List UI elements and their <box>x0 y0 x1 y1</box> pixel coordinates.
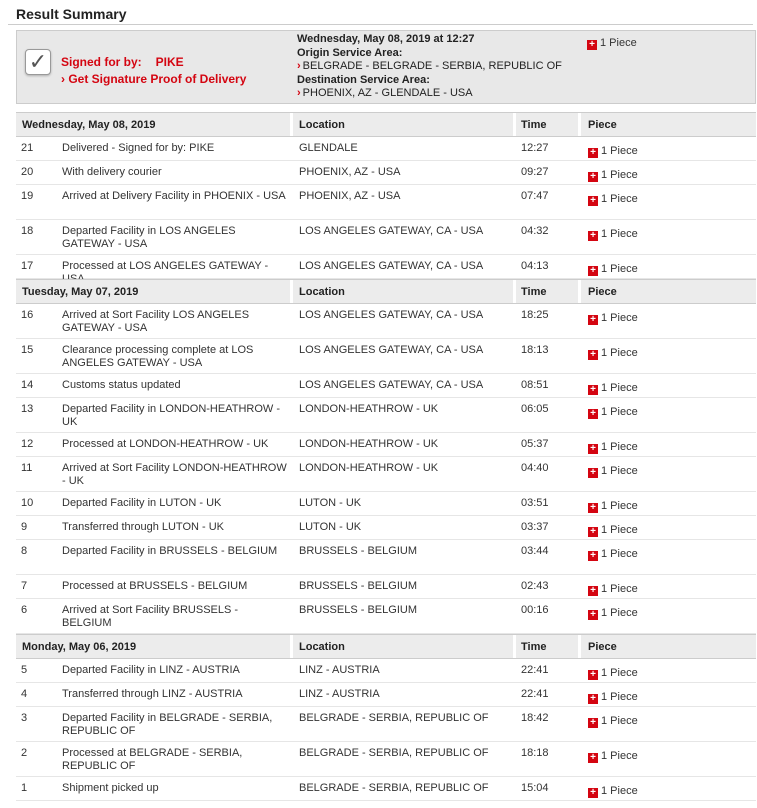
event-number: 18 <box>21 225 34 237</box>
date-group-header <box>16 279 756 304</box>
table-row <box>16 492 756 516</box>
event-time: 09:27 <box>521 166 549 178</box>
event-description: Departed Facility in LONDON-HEATHROW - UK <box>62 403 280 428</box>
column-divider <box>513 113 516 136</box>
event-description: Arrived at Sort Facility LOS ANGELES GATEWAY - USA <box>62 309 250 334</box>
piece-link[interactable] <box>588 715 638 728</box>
piece-label: 1 Piece <box>601 193 638 205</box>
table-row <box>16 599 756 634</box>
event-time: 00:16 <box>521 604 549 616</box>
plus-icon: + <box>588 350 598 360</box>
origin-label: Origin Service Area: <box>297 46 403 59</box>
piece-label: 1 Piece <box>601 406 638 418</box>
event-number: 3 <box>21 712 28 724</box>
event-number: 1 <box>21 782 28 794</box>
event-number: 10 <box>21 497 34 509</box>
piece-column-header: Piece <box>588 286 617 298</box>
piece-label: 1 Piece <box>601 228 638 240</box>
event-location: LONDON-HEATHROW - UK <box>299 462 439 474</box>
plus-icon: + <box>588 610 598 620</box>
event-location: LUTON - UK <box>299 497 362 509</box>
table-row <box>16 220 756 255</box>
event-location: LOS ANGELES GATEWAY, CA - USA <box>299 225 484 237</box>
piece-label: 1 Piece <box>601 785 638 797</box>
event-number: 4 <box>21 688 28 700</box>
piece-label: 1 Piece <box>601 347 638 359</box>
event-time: 06:05 <box>521 403 549 415</box>
piece-link[interactable] <box>588 607 638 620</box>
destination-line <box>297 87 562 101</box>
event-description: Departed Facility in LOS ANGELES GATEWAY - USA <box>62 225 236 250</box>
piece-link[interactable] <box>588 228 638 241</box>
table-row <box>16 707 756 742</box>
plus-icon: + <box>588 444 598 454</box>
time-column-header: Time <box>521 641 547 653</box>
table-row <box>16 540 756 575</box>
event-description: Processed at LONDON-HEATHROW - UK <box>62 438 269 450</box>
piece-link[interactable] <box>588 691 638 704</box>
piece-label: 1 Piece <box>601 583 638 595</box>
event-number: 14 <box>21 379 34 391</box>
event-time: 08:51 <box>521 379 549 391</box>
event-time: 07:47 <box>521 190 549 202</box>
event-number: 5 <box>21 664 28 676</box>
summary-piece-label: 1 Piece <box>600 37 637 49</box>
piece-link[interactable] <box>588 583 638 596</box>
table-row <box>16 255 756 279</box>
event-number: 15 <box>21 344 34 356</box>
plus-icon: + <box>588 172 598 182</box>
signature-proof-link[interactable] <box>61 72 246 86</box>
plus-icon: + <box>588 315 598 325</box>
plus-icon: + <box>588 551 598 561</box>
plus-icon: + <box>588 670 598 680</box>
event-time: 18:13 <box>521 344 549 356</box>
piece-link[interactable] <box>588 406 638 419</box>
origin-line <box>297 60 562 74</box>
piece-label: 1 Piece <box>601 169 638 181</box>
event-location: BRUSSELS - BELGIUM <box>299 604 417 616</box>
column-divider <box>578 113 581 136</box>
table-row <box>16 683 756 707</box>
event-time: 12:27 <box>521 142 549 154</box>
table-row <box>16 398 756 433</box>
event-location: BELGRADE - SERBIA, REPUBLIC OF <box>299 712 489 724</box>
table-row <box>16 777 756 801</box>
event-location: PHOENIX, AZ - USA <box>299 190 401 202</box>
piece-link[interactable] <box>588 500 638 513</box>
table-row <box>16 575 756 599</box>
plus-icon: + <box>588 503 598 513</box>
plus-icon: + <box>588 409 598 419</box>
event-description: Transferred through LINZ - AUSTRIA <box>62 688 243 700</box>
event-description: With delivery courier <box>62 166 162 178</box>
piece-label: 1 Piece <box>601 500 638 512</box>
column-divider <box>290 280 293 303</box>
page-title: Result Summary <box>16 6 127 22</box>
table-row <box>16 457 756 492</box>
piece-label: 1 Piece <box>601 691 638 703</box>
event-location: LOS ANGELES GATEWAY, CA - USA <box>299 379 484 391</box>
piece-link[interactable] <box>588 382 638 395</box>
event-number: 8 <box>21 545 28 557</box>
column-divider <box>578 280 581 303</box>
summary-piece-link[interactable] <box>587 37 637 50</box>
event-time: 18:42 <box>521 712 549 724</box>
event-location: LINZ - AUSTRIA <box>299 664 380 676</box>
event-time: 04:13 <box>521 260 549 272</box>
column-divider <box>578 635 581 658</box>
event-location: BELGRADE - SERBIA, REPUBLIC OF <box>299 747 489 759</box>
event-time: 03:44 <box>521 545 549 557</box>
piece-label: 1 Piece <box>601 382 638 394</box>
piece-label: 1 Piece <box>601 441 638 453</box>
event-location: BRUSSELS - BELGIUM <box>299 580 417 592</box>
event-description: Delivered - Signed for by: PIKE <box>62 142 215 154</box>
event-description: Processed at BRUSSELS - BELGIUM <box>62 580 248 592</box>
event-location: GLENDALE <box>299 142 358 154</box>
plus-icon: + <box>588 196 598 206</box>
piece-label: 1 Piece <box>601 715 638 727</box>
event-location: LUTON - UK <box>299 521 362 533</box>
group-date: Tuesday, May 07, 2019 <box>22 286 139 298</box>
event-number: 19 <box>21 190 34 202</box>
event-time: 15:04 <box>521 782 549 794</box>
piece-link[interactable] <box>588 263 638 276</box>
event-description: Arrived at Sort Facility LONDON-HEATHROW - UK <box>62 462 287 487</box>
event-location: LOS ANGELES GATEWAY, CA - USA <box>299 260 484 272</box>
piece-link[interactable] <box>588 347 638 360</box>
event-location: LOS ANGELES GATEWAY, CA - USA <box>299 344 484 356</box>
event-description: Shipment picked up <box>62 782 159 794</box>
event-location: PHOENIX, AZ - USA <box>299 166 401 178</box>
group-date: Monday, May 06, 2019 <box>22 641 137 653</box>
plus-icon: + <box>588 266 598 276</box>
event-description: Departed Facility in LINZ - AUSTRIA <box>62 664 240 676</box>
piece-link[interactable] <box>588 193 638 206</box>
checkmark-icon: ✓ <box>25 49 51 75</box>
event-description: Departed Facility in LUTON - UK <box>62 497 222 509</box>
plus-icon: + <box>588 753 598 763</box>
table-row <box>16 304 756 339</box>
column-divider <box>513 280 516 303</box>
event-number: 20 <box>21 166 34 178</box>
event-location: BRUSSELS - BELGIUM <box>299 545 417 557</box>
result-summary-panel <box>16 30 756 104</box>
table-row <box>16 161 756 185</box>
event-number: 16 <box>21 309 34 321</box>
table-row <box>16 742 756 777</box>
event-description: Arrived at Delivery Facility in PHOENIX - USA <box>62 190 286 202</box>
plus-icon: + <box>588 231 598 241</box>
origin-value: BELGRADE - BELGRADE - SERBIA, REPUBLIC OF <box>302 60 562 72</box>
piece-link[interactable] <box>588 169 638 182</box>
chevron-right-icon: › <box>297 87 301 99</box>
event-time: 18:25 <box>521 309 549 321</box>
event-time: 03:37 <box>521 521 549 533</box>
event-time: 22:41 <box>521 664 549 676</box>
plus-icon: + <box>588 586 598 596</box>
title-divider <box>8 24 753 25</box>
event-time: 18:18 <box>521 747 549 759</box>
piece-label: 1 Piece <box>601 263 638 275</box>
plus-icon: + <box>587 40 597 50</box>
event-time: 22:41 <box>521 688 549 700</box>
destination-value: PHOENIX, AZ - GLENDALE - USA <box>302 87 473 99</box>
table-row <box>16 433 756 457</box>
time-column-header: Time <box>521 119 547 131</box>
event-description: Arrived at Sort Facility BRUSSELS - BELGIUM <box>62 604 239 629</box>
event-number: 6 <box>21 604 28 616</box>
event-description: Processed at BELGRADE - SERBIA, REPUBLIC OF <box>62 747 243 772</box>
signed-for-name: PIKE <box>155 55 184 69</box>
event-number: 13 <box>21 403 34 415</box>
signature-proof-label: Get Signature Proof of Delivery <box>68 72 247 86</box>
signed-for-line <box>61 55 184 69</box>
piece-label: 1 Piece <box>601 607 638 619</box>
event-location: LONDON-HEATHROW - UK <box>299 438 439 450</box>
event-description: Processed at LOS ANGELES GATEWAY - <box>62 260 269 272</box>
event-number: 7 <box>21 580 28 592</box>
event-description: Clearance processing complete at LOS ANGELES GATEWAY - USA <box>62 344 254 369</box>
piece-link[interactable] <box>588 465 638 478</box>
column-divider <box>290 635 293 658</box>
event-time: 04:40 <box>521 462 549 474</box>
date-group-header <box>16 112 756 137</box>
date-group-header <box>16 634 756 659</box>
chevron-right-icon: › <box>61 72 69 86</box>
plus-icon: + <box>588 385 598 395</box>
piece-label: 1 Piece <box>601 524 638 536</box>
piece-column-header: Piece <box>588 119 617 131</box>
piece-link[interactable] <box>588 441 638 454</box>
event-location: BELGRADE - SERBIA, REPUBLIC OF <box>299 782 489 794</box>
event-number: 12 <box>21 438 34 450</box>
plus-icon: + <box>588 788 598 798</box>
event-number: 17 <box>21 260 34 272</box>
table-row <box>16 339 756 374</box>
piece-link[interactable] <box>588 667 638 680</box>
destination-label: Destination Service Area: <box>297 73 430 86</box>
event-time: 05:37 <box>521 438 549 450</box>
location-column-header: Location <box>299 286 345 298</box>
piece-link[interactable] <box>588 312 638 325</box>
event-description: Departed Facility in BRUSSELS - BELGIUM <box>62 545 278 557</box>
piece-label: 1 Piece <box>601 667 638 679</box>
chevron-right-icon: › <box>297 60 301 72</box>
event-location: LINZ - AUSTRIA <box>299 688 380 700</box>
piece-label: 1 Piece <box>601 145 638 157</box>
piece-link[interactable] <box>588 785 638 798</box>
table-row <box>16 516 756 540</box>
column-divider <box>513 635 516 658</box>
plus-icon: + <box>588 694 598 704</box>
piece-link[interactable] <box>588 524 638 537</box>
group-date: Wednesday, May 08, 2019 <box>22 119 156 131</box>
column-divider <box>290 113 293 136</box>
event-number: 2 <box>21 747 28 759</box>
piece-label: 1 Piece <box>601 750 638 762</box>
event-time: 02:43 <box>521 580 549 592</box>
plus-icon: + <box>588 527 598 537</box>
signed-for-label: Signed for by: <box>61 55 142 69</box>
event-time: 04:32 <box>521 225 549 237</box>
piece-link[interactable] <box>588 548 638 561</box>
summary-datetime: Wednesday, May 08, 2019 at 12:27 <box>297 33 475 45</box>
event-number: 9 <box>21 521 28 533</box>
plus-icon: + <box>588 468 598 478</box>
tracking-history-table <box>16 112 756 801</box>
event-description: Transferred through LUTON - UK <box>62 521 225 533</box>
piece-label: 1 Piece <box>601 465 638 477</box>
piece-label: 1 Piece <box>601 548 638 560</box>
event-number: 21 <box>21 142 34 154</box>
event-number: 11 <box>21 462 33 474</box>
piece-link[interactable] <box>588 750 638 763</box>
table-row <box>16 185 756 220</box>
table-row <box>16 374 756 398</box>
piece-link[interactable] <box>588 145 638 158</box>
piece-label: 1 Piece <box>601 312 638 324</box>
table-row <box>16 659 756 683</box>
table-row <box>16 137 756 161</box>
plus-icon: + <box>588 718 598 728</box>
shipment-route-info <box>297 33 562 101</box>
event-description: Departed Facility in BELGRADE - SERBIA, REPUBLIC OF <box>62 712 273 737</box>
event-time: 03:51 <box>521 497 549 509</box>
event-location: LOS ANGELES GATEWAY, CA - USA <box>299 309 484 321</box>
plus-icon: + <box>588 148 598 158</box>
location-column-header: Location <box>299 641 345 653</box>
time-column-header: Time <box>521 286 547 298</box>
event-location: LONDON-HEATHROW - UK <box>299 403 439 415</box>
piece-column-header: Piece <box>588 641 617 653</box>
event-description: Customs status updated <box>62 379 181 391</box>
location-column-header: Location <box>299 119 345 131</box>
